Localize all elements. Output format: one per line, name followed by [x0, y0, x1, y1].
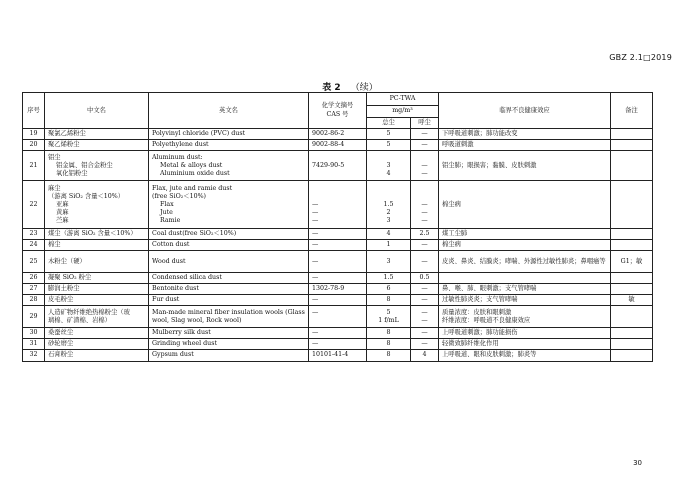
- respirable-dust-cell: [411, 284, 439, 295]
- cn-name-cell-line: 铝尘: [48, 153, 61, 161]
- en-name-cell-line: Flax: [160, 200, 174, 208]
- row-number: 29: [23, 306, 45, 328]
- cas-cell: [309, 273, 367, 284]
- respirable-dust-cell: [411, 129, 439, 140]
- en-name-cell: [149, 251, 309, 273]
- cn-name-cell-line: 聚氯乙烯粉尘: [48, 130, 86, 138]
- en-name-cell: [149, 306, 309, 328]
- respirable-dust-cell-line: 0.5: [419, 274, 430, 282]
- col-header-note: 备注: [611, 93, 653, 129]
- cn-name-cell: [45, 295, 149, 306]
- respirable-dust-cell: [411, 328, 439, 339]
- col-header-cas: 化学文摘号 CAS 号: [309, 93, 367, 129]
- effect-cell: 下呼吸道刺激；肺功能改变: [439, 129, 611, 140]
- total-dust-cell-line: 5: [386, 130, 391, 138]
- cn-name-cell: [45, 229, 149, 240]
- respirable-dust-cell-line: [414, 193, 435, 201]
- total-dust-cell: [367, 251, 411, 273]
- en-name-cell: [149, 350, 309, 361]
- total-dust-cell-line: 5: [386, 141, 391, 149]
- total-dust-cell-line: 1: [386, 241, 391, 249]
- cas-cell-line: —: [312, 296, 319, 304]
- total-dust-cell-line: 4: [386, 169, 391, 177]
- total-dust-cell-line: 2: [386, 208, 391, 216]
- cas-cell-line: 9002-86-2: [312, 130, 345, 138]
- respirable-dust-cell-line: —: [421, 141, 428, 149]
- note-cell: [611, 229, 653, 240]
- total-dust-cell: [367, 295, 411, 306]
- effect-cell: 过敏性肺炎炎；支气管哮喘: [439, 295, 611, 306]
- cn-name-cell: [45, 151, 149, 181]
- effect-cell: 呼吸道刺激: [439, 140, 611, 151]
- respirable-dust-cell-line: —: [421, 130, 428, 138]
- en-name-cell-line: (free SiO₂＜10%): [152, 192, 207, 200]
- effect-cell: 铝尘肺；眼损害；黏膜、皮肤刺激: [439, 151, 611, 181]
- total-dust-cell-line: 5: [386, 308, 391, 316]
- cas-cell-line: [312, 185, 363, 193]
- note-cell: G1；敏: [611, 251, 653, 273]
- en-name-cell: [149, 273, 309, 284]
- row-number: 20: [23, 140, 45, 151]
- cas-cell-line: —: [312, 340, 319, 348]
- note-cell: [611, 284, 653, 295]
- cas-cell-line: —: [312, 308, 319, 316]
- cn-name-cell-line: 砂轮磨尘: [48, 340, 74, 348]
- cas-cell: [309, 140, 367, 151]
- note-cell: [611, 328, 653, 339]
- col-header-unit: mg/m³: [367, 106, 439, 118]
- cn-name-cell-line: 黄麻: [56, 208, 69, 216]
- en-name-cell-line: Mulberry silk dust: [152, 329, 211, 337]
- cn-name-cell-line: 皮毛粉尘: [48, 296, 74, 304]
- col-header-cn: 中文名: [45, 93, 149, 129]
- total-dust-cell-line: 1 f/mL: [378, 316, 399, 324]
- cas-cell: [309, 306, 367, 328]
- cas-cell-line: [312, 154, 363, 162]
- note-cell: [611, 273, 653, 284]
- cn-name-cell: [45, 328, 149, 339]
- cn-name-cell: [45, 240, 149, 251]
- table-row: [23, 251, 653, 273]
- table-row: [23, 284, 653, 295]
- cas-cell: [309, 284, 367, 295]
- total-dust-cell-line: 8: [386, 351, 391, 359]
- en-name-cell-line: Cotton dust: [152, 241, 190, 249]
- effect-cell: 上呼吸道、眼和皮肤刺激；肺炎等: [439, 350, 611, 361]
- cas-cell: [309, 295, 367, 306]
- en-name-cell: [149, 295, 309, 306]
- cn-name-cell: [45, 129, 149, 140]
- en-name-cell: [149, 328, 309, 339]
- en-name-cell-line: Ramie: [160, 216, 181, 224]
- en-name-cell: [149, 140, 309, 151]
- respirable-dust-cell-line: —: [421, 340, 428, 348]
- page-number: 30: [633, 459, 642, 467]
- cas-cell-line: —: [312, 208, 319, 216]
- respirable-dust-cell-line: —: [421, 296, 428, 304]
- total-dust-cell: [367, 240, 411, 251]
- respirable-dust-cell: [411, 229, 439, 240]
- row-number: 31: [23, 339, 45, 350]
- cas-cell-line: —: [312, 274, 319, 282]
- effect-cell: 皮炎、鼻炎、结膜炎；哮喘、外源性过敏性肺炎；鼻咽癌等: [439, 251, 611, 273]
- cn-name-cell-line: 膨润土粉尘: [48, 285, 80, 293]
- table-row: [23, 140, 653, 151]
- note-cell: [611, 181, 653, 229]
- note-cell: 敏: [611, 295, 653, 306]
- note-cell: [611, 339, 653, 350]
- note-cell: [611, 306, 653, 328]
- exposure-limits-table: [22, 92, 653, 362]
- col-header-total-dust: 总尘: [367, 118, 411, 129]
- total-dust-cell-line: [370, 185, 407, 193]
- cn-name-cell: [45, 181, 149, 229]
- effect-cell: [439, 273, 611, 284]
- cas-cell: [309, 339, 367, 350]
- cas-cell: [309, 229, 367, 240]
- effect-cell: 棉尘病: [439, 181, 611, 229]
- table-row: [23, 350, 653, 361]
- note-cell: [611, 240, 653, 251]
- cas-cell-line: 9002-88-4: [312, 141, 345, 149]
- table-number: 表 2: [322, 83, 341, 93]
- cn-name-cell-line: 石膏粉尘: [48, 351, 74, 359]
- en-name-cell: [149, 339, 309, 350]
- respirable-dust-cell: [411, 350, 439, 361]
- table-row: [23, 181, 653, 229]
- total-dust-cell: [367, 229, 411, 240]
- respirable-dust-cell-line: —: [421, 200, 428, 208]
- cn-name-cell: [45, 284, 149, 295]
- en-name-cell-line: Fur dust: [152, 296, 180, 304]
- en-name-cell-line: Flax, jute and ramie dust: [152, 184, 233, 192]
- total-dust-cell: [367, 306, 411, 328]
- en-name-cell: [149, 181, 309, 229]
- cn-name-cell: [45, 350, 149, 361]
- en-name-cell-line: Aluminium oxide dust: [160, 169, 230, 177]
- row-number: 23: [23, 229, 45, 240]
- row-number: 24: [23, 240, 45, 251]
- table-row: [23, 240, 653, 251]
- cas-cell-line: [312, 170, 363, 178]
- effect-cell: 鼻、喉、肺、眼刺激；支气管哮喘: [439, 284, 611, 295]
- row-number: 32: [23, 350, 45, 361]
- en-name-cell-line: Polyethylene dust: [152, 141, 209, 149]
- en-name-cell-line: Gypsum dust: [152, 351, 194, 359]
- total-dust-cell-line: 3: [386, 161, 391, 169]
- cas-cell: [309, 251, 367, 273]
- respirable-dust-cell-line: [414, 185, 435, 193]
- cas-cell-line: —: [312, 329, 319, 337]
- en-name-cell-line: Polyvinyl chloride (PVC) dust: [152, 130, 246, 138]
- cn-name-cell-line: 铝金属、铝合金粉尘: [56, 161, 113, 169]
- total-dust-cell-line: 8: [386, 296, 391, 304]
- cn-name-cell-line: 煤尘（游离 SiO₂ 含量＜10%）: [48, 230, 137, 238]
- cn-name-cell-line: 桑蚕丝尘: [48, 329, 74, 337]
- table-row: [23, 129, 653, 140]
- cas-cell-line: —: [312, 257, 319, 265]
- respirable-dust-cell-line: —: [421, 241, 428, 249]
- cn-name-cell-line: 麻尘: [48, 184, 61, 192]
- total-dust-cell: [367, 339, 411, 350]
- en-name-cell-line: Man-made mineral fiber insulation wools (Glass: [152, 308, 305, 316]
- col-header-respirable-dust: 呼尘: [411, 118, 439, 129]
- total-dust-cell-line: 3: [386, 216, 391, 224]
- cn-name-cell: [45, 140, 149, 151]
- respirable-dust-cell-line: —: [421, 169, 428, 177]
- effect-cell: 棉尘病: [439, 240, 611, 251]
- row-number: 21: [23, 151, 45, 181]
- en-name-cell-line: Coal dust(free SiO₂＜10%): [152, 230, 237, 238]
- cas-cell: [309, 181, 367, 229]
- total-dust-cell-line: 1.5: [383, 200, 394, 208]
- en-name-cell-line: Jute: [160, 208, 173, 216]
- table-row: [23, 328, 653, 339]
- total-dust-cell: [367, 328, 411, 339]
- total-dust-cell-line: 6: [386, 285, 391, 293]
- respirable-dust-cell-line: [414, 154, 435, 162]
- row-number: 19: [23, 129, 45, 140]
- cas-cell-line: [312, 317, 363, 325]
- total-dust-cell: [367, 284, 411, 295]
- cas-cell: [309, 350, 367, 361]
- standard-code: GBZ 2.1□2019: [609, 53, 672, 62]
- table-row: [23, 273, 653, 284]
- total-dust-cell-line: 4: [386, 230, 391, 238]
- cas-cell-line: 1302-78-9: [312, 285, 345, 293]
- en-name-cell-line: wool, Slag wool, Rock wool): [152, 316, 242, 324]
- cn-name-cell-line: 凝聚 SiO₂ 粉尘: [48, 274, 92, 282]
- respirable-dust-cell: [411, 306, 439, 328]
- cas-cell: [309, 240, 367, 251]
- en-name-cell: [149, 284, 309, 295]
- table-body: [23, 129, 653, 361]
- table-row: [23, 339, 653, 350]
- total-dust-cell-line: [370, 193, 407, 201]
- total-dust-cell: [367, 129, 411, 140]
- cas-cell-line: 10101-41-4: [312, 351, 349, 359]
- note-cell: [611, 151, 653, 181]
- en-name-cell-line: Bentonite dust: [152, 285, 199, 293]
- respirable-dust-cell-line: —: [421, 285, 428, 293]
- cn-name-cell-line: 聚乙烯粉尘: [48, 141, 80, 149]
- total-dust-cell: [367, 151, 411, 181]
- cn-name-cell-line: 人造矿物纤维绝热棉粉尘（玻: [48, 308, 130, 316]
- table-row: [23, 295, 653, 306]
- row-number: 25: [23, 251, 45, 273]
- col-header-effect: 临界不良健康效应: [439, 93, 611, 129]
- total-dust-cell-line: 3: [386, 257, 391, 265]
- cas-cell-line: —: [312, 216, 319, 224]
- cas-cell: [309, 151, 367, 181]
- cas-cell-line: —: [312, 230, 319, 238]
- cn-name-cell: [45, 306, 149, 328]
- row-number: 27: [23, 284, 45, 295]
- en-name-cell-line: Metal & alloys dust: [160, 161, 223, 169]
- total-dust-cell: [367, 181, 411, 229]
- respirable-dust-cell: [411, 273, 439, 284]
- total-dust-cell: [367, 273, 411, 284]
- cn-name-cell-line: 氧化铝粉尘: [56, 169, 88, 177]
- cn-name-cell-line: 璃棉、矿渣棉、岩棉）: [48, 316, 111, 324]
- table-row: [23, 306, 653, 328]
- total-dust-cell-line: [370, 154, 407, 162]
- respirable-dust-cell-line: —: [421, 161, 428, 169]
- en-name-cell-line: Aluminum dust:: [152, 153, 203, 161]
- total-dust-cell-line: 8: [386, 329, 391, 337]
- en-name-cell-line: Grinding wheel dust: [152, 340, 218, 348]
- cas-cell-line: [312, 193, 363, 201]
- total-dust-cell: [367, 350, 411, 361]
- respirable-dust-cell: [411, 251, 439, 273]
- total-dust-cell: [367, 140, 411, 151]
- cn-name-cell: [45, 339, 149, 350]
- cn-name-cell: [45, 251, 149, 273]
- cn-name-cell-line: 棉尘: [48, 241, 61, 249]
- table-row: [23, 151, 653, 181]
- cn-name-cell-line: 木粉尘（硬）: [48, 257, 86, 265]
- total-dust-cell-line: 8: [386, 340, 391, 348]
- row-number: 28: [23, 295, 45, 306]
- row-number: 26: [23, 273, 45, 284]
- cas-cell: [309, 129, 367, 140]
- en-name-cell: [149, 229, 309, 240]
- total-dust-cell-line: 1.5: [383, 274, 394, 282]
- cas-cell: [309, 328, 367, 339]
- cn-name-cell-line: 苎麻: [56, 216, 69, 224]
- en-name-cell: [149, 151, 309, 181]
- effect-cell: 上呼吸道刺激；肺功能损伤: [439, 328, 611, 339]
- respirable-dust-cell-line: —: [421, 208, 428, 216]
- respirable-dust-cell-line: —: [421, 216, 428, 224]
- col-header-en: 英文名: [149, 93, 309, 129]
- effect-cell: 煤工尘肺: [439, 229, 611, 240]
- note-cell: [611, 350, 653, 361]
- respirable-dust-cell: [411, 240, 439, 251]
- note-cell: [611, 140, 653, 151]
- en-name-cell-line: Wood dust: [152, 257, 186, 265]
- col-header-pctwa: PC-TWA: [367, 93, 439, 106]
- respirable-dust-cell-line: —: [421, 329, 428, 337]
- respirable-dust-cell: [411, 339, 439, 350]
- respirable-dust-cell-line: —: [421, 308, 428, 316]
- note-cell: [611, 129, 653, 140]
- en-name-cell: [149, 240, 309, 251]
- respirable-dust-cell-line: —: [421, 257, 428, 265]
- cn-name-cell-line: 亚麻: [56, 200, 69, 208]
- respirable-dust-cell: [411, 140, 439, 151]
- cas-cell-line: —: [312, 241, 319, 249]
- effect-cell: 轻微致肺纤维化作用: [439, 339, 611, 350]
- respirable-dust-cell: [411, 151, 439, 181]
- table-row: [23, 229, 653, 240]
- row-number: 22: [23, 181, 45, 229]
- col-header-no: 序号: [23, 93, 45, 129]
- cn-name-cell: [45, 273, 149, 284]
- cn-name-cell-line: （游离 SiO₂ 含量＜10%）: [48, 192, 125, 200]
- respirable-dust-cell-line: 4: [422, 351, 427, 359]
- cas-cell-line: —: [312, 200, 319, 208]
- table-continued: （续）: [350, 83, 378, 93]
- en-name-cell-line: Condensed silica dust: [152, 274, 222, 282]
- row-number: 30: [23, 328, 45, 339]
- respirable-dust-cell-line: —: [421, 316, 428, 324]
- effect-cell: 质量浓度：皮肤和眼刺激 纤维浓度：呼吸道不良健康效应: [439, 306, 611, 328]
- respirable-dust-cell: [411, 295, 439, 306]
- en-name-cell: [149, 129, 309, 140]
- respirable-dust-cell: [411, 181, 439, 229]
- cas-cell-line: 7429-90-5: [312, 161, 345, 169]
- respirable-dust-cell-line: 2.5: [419, 230, 430, 238]
